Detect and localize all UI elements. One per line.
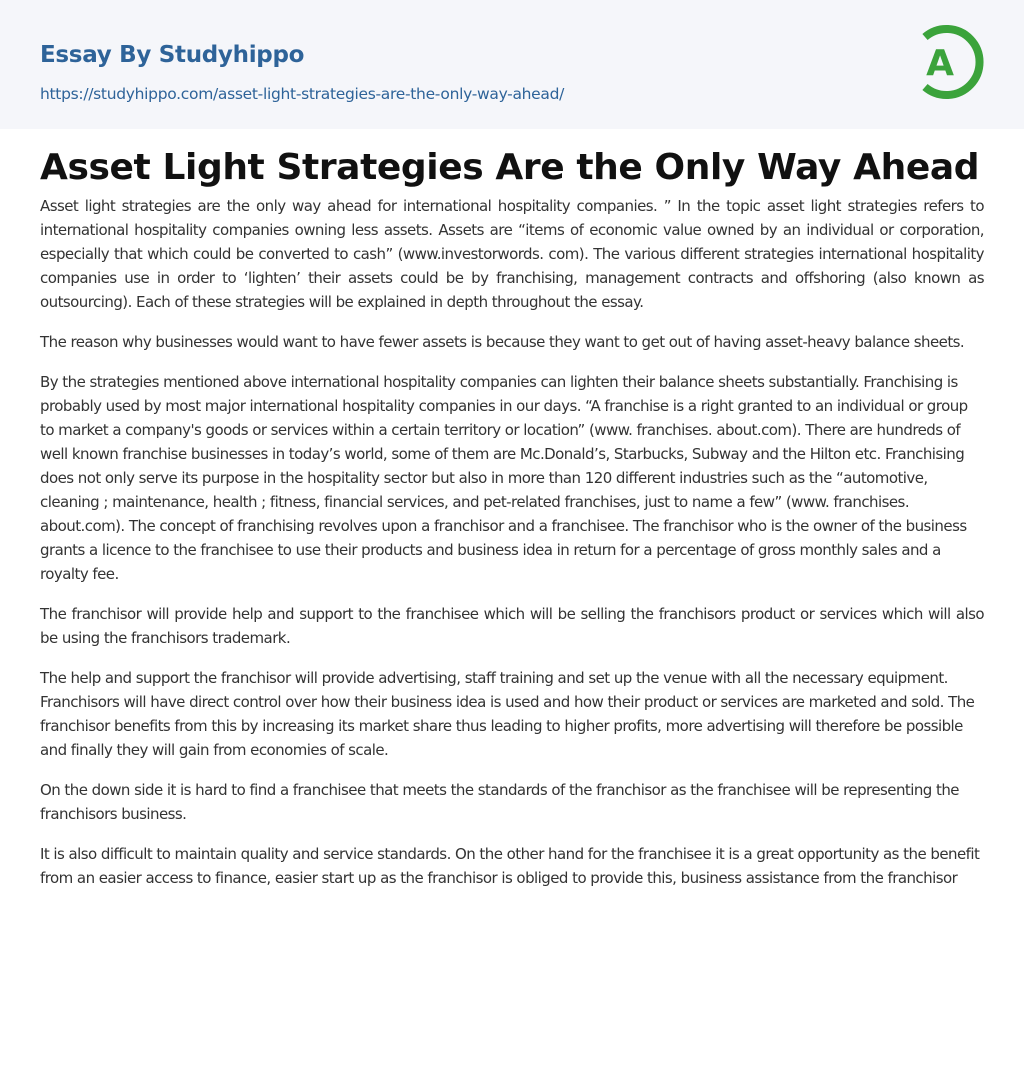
article-body (40, 194, 984, 906)
brand-title[interactable]: Essay By Studyhippo (40, 42, 305, 68)
paragraph: Asset light strategies are the only way ahead for international hospitality companies. ” In the topic asset light strategies refers to international hospitality companies owning less assets. Assets are “items of economic value owned by an individual or corporation, especially that which could be converted to cash” (www.investorwords. com). The various different strategies international hospitality companies use in order to ‘lighten’ their assets could be by franchising, management contracts and offshoring (also known as outsourcing). Each of these strategies will be explained in depth throughout the essay. (40, 197, 984, 311)
logo-letter: A (926, 43, 954, 84)
paragraph: It is also difficult to maintain quality and service standards. On the other hand for the franchisee it is a great opportunity as the benefit from an easier access to finance, easier start up as the franchisor is obliged to provide this, business assistance from the franchisor (40, 845, 980, 887)
article-url-link[interactable]: https://studyhippo.com/asset-light-strategies-are-the-only-way-ahead/ (40, 85, 565, 103)
paragraph: The franchisor will provide help and support to the franchisee which will be selling the franchisors product or services which will also be using the franchisors trademark. (40, 605, 984, 647)
page-title: Asset Light Strategies Are the Only Way Ahead (40, 147, 980, 188)
paragraph: The help and support the franchisor will provide advertising, staff training and set up the venue with all the necessary equipment. Franchisors will have direct control over how their business idea is used and how their product or services are marketed and sold. The franchisor benefits from this by increasing its market share thus leading to higher profits, more advertising will therefore be possible and finally they will gain from economies of scale. (40, 669, 975, 759)
paragraph: On the down side it is hard to find a franchisee that meets the standards of the franchisor as the franchisee will be representing the franchisors business. (40, 781, 959, 823)
paragraph: By the strategies mentioned above international hospitality companies can lighten their balance sheets substantially. Franchising is probably used by most major international hospitality companies in our days. “A franchise is a right granted to an individual or group to market a company's goods or services within a certain territory or location” (www. franchises. about.com). There are hundreds of well known franchise businesses in today’s world, some of them are Mc.Donald’s, Starbucks, Subway and the Hilton etc. Franchising does not only serve its purpose in the hospitality sector but also in more than 120 different industries such as the “automotive, cleaning ; maintenance, health ; fitness, financial services, and pet-related franchises, just to name a few” (www. franchises. about.com). The concept of franchising revolves upon a franchisor and a franchisee. The franchisor who is the owner of the business grants a licence to the franchisee to use their products and business idea in return for a percentage of gross monthly sales and a royalty fee. (40, 373, 968, 583)
paragraph: The reason why businesses would want to have fewer assets is because they want to get out of having asset-heavy balance sheets. (40, 333, 965, 351)
